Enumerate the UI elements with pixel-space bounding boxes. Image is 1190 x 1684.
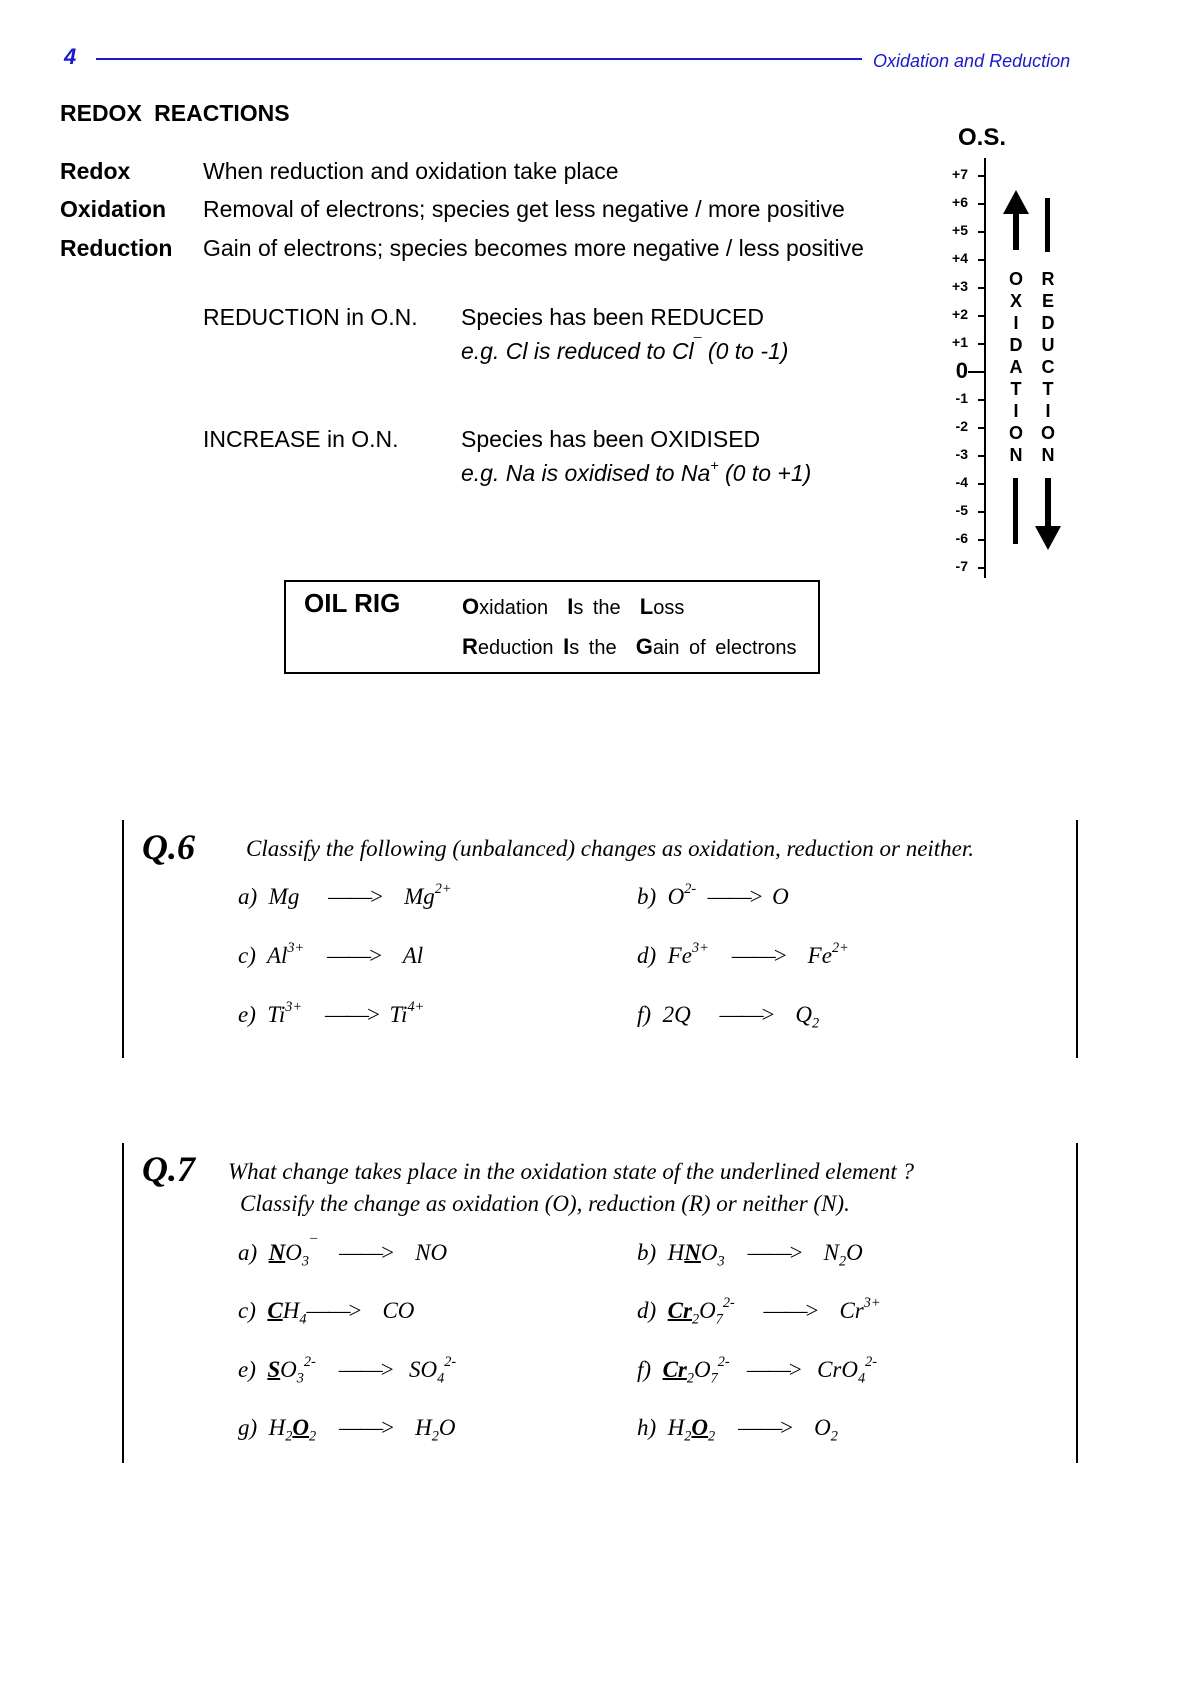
increase-label: INCREASE in O.N. [203, 426, 399, 452]
os-tick-mark [978, 539, 986, 541]
q6-item-d: d) $Fe^{3+}$ ——> $Fe^{2+}$ [637, 940, 849, 968]
q6-left-border [122, 820, 124, 1058]
oil-rig-title: OIL RIG [304, 588, 401, 618]
reduction-example: e.g. Cl is reduced to Cl¯ (0 to -1) [461, 336, 789, 364]
reduction-bar-top [1045, 198, 1050, 252]
os-tick-mark [978, 343, 986, 345]
q7-instruction-line-1: What change takes place in the oxidation state of the underlined element ? [228, 1159, 914, 1184]
os-tick-mark [968, 371, 986, 373]
os-tick-mark [978, 567, 986, 569]
q7-item-b: b) $HNO_3$ ——> $N_2O$ [637, 1240, 863, 1270]
os-tick-label: -3 [955, 446, 968, 462]
reduction-label: REDUCTION in O.N. [203, 304, 418, 330]
reduction-down-arrow-icon [1035, 478, 1061, 550]
q7-item-e: e) $SO_3^{2-}$ ——> $SO_4^{2-}$ [238, 1354, 457, 1387]
os-tick-label: 0 [955, 358, 968, 383]
q7-item-c: c) $CH_4——>$ CO [238, 1298, 415, 1328]
definition-reduction: Gain of electrons; species becomes more negative / less positive [203, 235, 864, 261]
os-tick-label: +3 [952, 278, 968, 294]
term-reduction: Reduction [60, 235, 173, 261]
oxidation-bar-bottom [1013, 478, 1018, 544]
os-tick-mark [978, 399, 986, 401]
reduction-letter: D [1041, 313, 1055, 333]
os-tick-mark [978, 231, 986, 233]
header-title: Oxidation and Reduction [873, 51, 1071, 71]
os-tick-mark [978, 483, 986, 485]
q6-instruction: Classify the following (unbalanced) changes as oxidation, reduction or neither. [246, 836, 975, 861]
q6-item-a: a) Mg ——> $Mg^{2+}$ [238, 881, 452, 909]
os-tick-label: +7 [952, 166, 968, 182]
os-tick-mark [978, 511, 986, 513]
q7-item-g: g) $H_2O_2$ ——> $H_2O$ [238, 1415, 456, 1445]
q6-item-b: b) $O^{2-}$ ——> O [637, 881, 789, 909]
oxidation-letter: T [1010, 379, 1022, 399]
oil-rig-line-1: Oxidation Is the Loss [462, 594, 685, 619]
oxidation-letter: X [1009, 291, 1022, 311]
os-tick-label: +4 [952, 250, 968, 266]
increase-example: e.g. Na is oxidised to Na+ (0 to +1) [461, 458, 812, 486]
term-redox: Redox [60, 158, 131, 184]
os-tick-label: +1 [952, 334, 968, 350]
definition-oxidation: Removal of electrons; species get less negative / more positive [203, 196, 845, 222]
term-oxidation: Oxidation [60, 196, 167, 222]
oxidation-letter: I [1013, 313, 1019, 333]
oxidation-letter: O [1008, 269, 1023, 289]
oxidation-up-arrow-icon [1003, 190, 1029, 250]
q6-right-border [1076, 820, 1078, 1058]
os-tick-label: -1 [955, 390, 968, 406]
os-tick-mark [978, 455, 986, 457]
oxidation-letter: O [1008, 423, 1023, 443]
q7-item-a: a) $NO_3^¯$ ——> NO [238, 1237, 448, 1270]
reduction-statement: Species has been REDUCED [461, 304, 764, 330]
os-tick-label: -4 [955, 474, 968, 490]
q6-item-c: c) $Al^{3+}$ ——> Al [238, 940, 424, 968]
q7-instruction-line-2: Classify the change as oxidation (O), reduction (R) or neither (N). [240, 1191, 850, 1216]
reduction-letter: N [1041, 445, 1055, 465]
reduction-vertical-label [1038, 268, 1058, 466]
reduction-letter: T [1042, 379, 1054, 399]
q7-item-d: d) $Cr_2O_7^{2-}$ ——> $Cr^{3+}$ [637, 1295, 881, 1328]
os-scale-title: O.S. [958, 124, 1007, 151]
header-rule [96, 58, 862, 60]
os-tick-label: -6 [955, 530, 968, 546]
oxidation-letter: A [1009, 357, 1023, 377]
reduction-letter: R [1041, 269, 1055, 289]
os-tick-label: -2 [955, 418, 968, 434]
oxidation-letter: I [1013, 401, 1019, 421]
q7-right-border [1076, 1143, 1078, 1463]
os-tick-label: +5 [952, 222, 968, 238]
os-tick-label: -5 [955, 502, 968, 518]
q7-item-h: h) $H_2O_2$ ——> $O_2$ [637, 1415, 838, 1445]
os-scale-axis [984, 158, 986, 578]
os-tick-label: +2 [952, 306, 968, 322]
q7-left-border [122, 1143, 124, 1463]
os-tick-label: +6 [952, 194, 968, 210]
os-tick-mark [978, 259, 986, 261]
q7-item-f: f) $Cr_2O_7^{2-}$ ——> CrO$_4^{2-}$ [637, 1354, 877, 1387]
os-tick-mark [978, 175, 986, 177]
oxidation-letter: D [1009, 335, 1023, 355]
page-number: 4 [64, 44, 77, 69]
increase-statement: Species has been OXIDISED [461, 426, 761, 452]
os-tick-mark [978, 315, 986, 317]
q6-item-f: f) 2Q ——> $Q_2$ [637, 1002, 820, 1032]
oil-rig-line-2: Reduction Is the Gain of electrons [462, 634, 797, 659]
section-title: REDOX REACTIONS [60, 100, 290, 126]
reduction-letter: E [1041, 291, 1054, 311]
os-tick-mark [978, 287, 986, 289]
reduction-letter: O [1040, 423, 1055, 443]
reduction-letter: U [1041, 335, 1055, 355]
oil-rig-box [284, 580, 820, 674]
definition-redox: When reduction and oxidation take place [203, 158, 619, 184]
oxidation-vertical-label [1006, 268, 1026, 466]
reduction-letter: C [1041, 357, 1055, 377]
os-tick-mark [978, 427, 986, 429]
q6-item-e: e) $Ti^{3+}$ ——> $Ti^{4+}$ [238, 999, 425, 1027]
reduction-letter: I [1045, 401, 1051, 421]
os-tick-mark [978, 203, 986, 205]
q6-number: Q.6 [142, 827, 195, 867]
oxidation-letter: N [1009, 445, 1023, 465]
os-tick-label: -7 [955, 558, 968, 574]
q7-number: Q.7 [142, 1149, 195, 1189]
